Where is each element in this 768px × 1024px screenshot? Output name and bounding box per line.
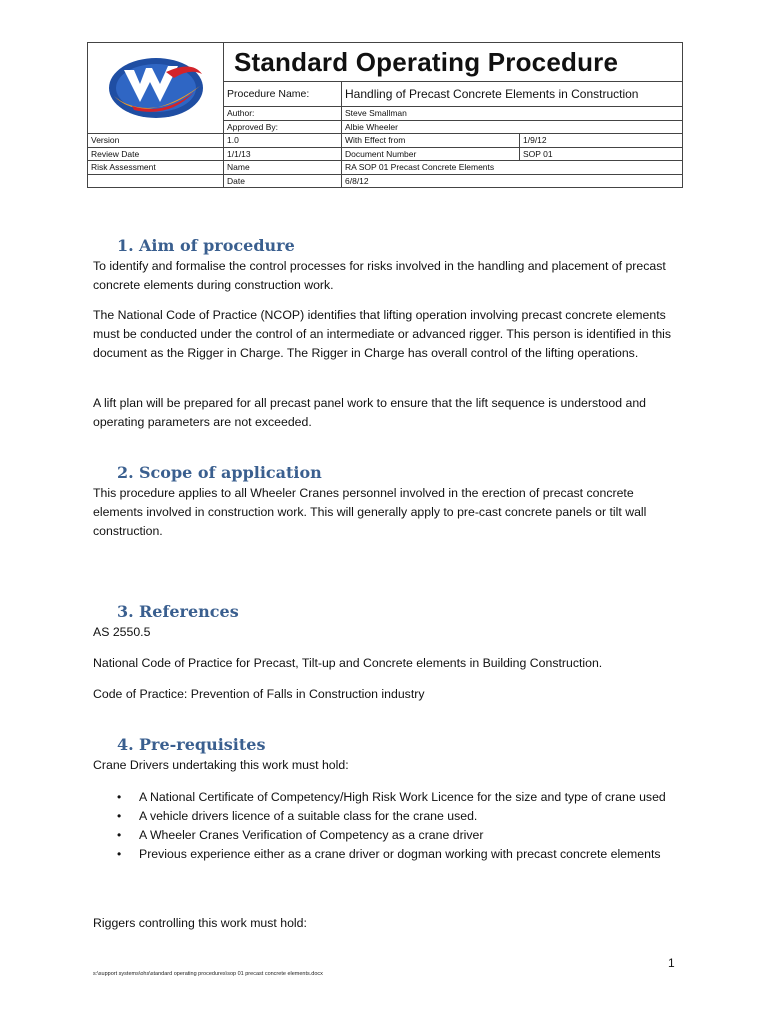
paragraph: Crane Drivers undertaking this work must hold: — [93, 758, 349, 772]
section-title: Scope of application — [139, 463, 322, 482]
paragraph: To identify and formalise the control processes for risks involved in the handling and placement of precast concrete elements during construction work. — [93, 259, 666, 292]
list-item — [93, 807, 673, 826]
version-label: Version — [88, 134, 224, 148]
bullet-icon: • — [117, 828, 122, 842]
reference-item: AS 2550.5 — [93, 625, 151, 639]
list-item-text: A National Certificate of Competency/High Risk Work Licence for the size and type of crane used — [139, 790, 666, 804]
section-number: 2. — [117, 463, 134, 482]
list-item — [93, 826, 673, 845]
section-title: Aim of procedure — [139, 236, 295, 255]
document-number-label: Document Number — [342, 147, 520, 161]
list-item — [93, 788, 673, 807]
footer-file-path: s:\support systems\ohs\standard operating procedures\sop 01 precast concrete elements.docx — [93, 971, 323, 977]
version-value: 1.0 — [224, 134, 342, 148]
procedure-name-value: Handling of Precast Concrete Elements in Construction — [342, 82, 683, 107]
review-date-label: Review Date — [88, 147, 224, 161]
bullet-icon: • — [117, 809, 122, 823]
author-value: Steve Smallman — [342, 107, 683, 121]
procedure-name-label: Procedure Name: — [224, 82, 342, 107]
list-item — [93, 845, 673, 864]
page-number: 1 — [668, 956, 675, 970]
company-logo-cell — [88, 43, 224, 134]
author-label: Author: — [224, 107, 342, 121]
reference-item: Code of Practice: Prevention of Falls in Construction industry — [93, 687, 425, 701]
bullet-icon: • — [117, 847, 122, 861]
review-date-value: 1/1/13 — [224, 147, 342, 161]
list-item-text: Previous experience either as a crane driver or dogman working with precast concrete elements — [139, 847, 661, 861]
paragraph: A lift plan will be prepared for all precast panel work to ensure that the lift sequence is understood and operating parameters are not exceeded. — [93, 396, 647, 429]
empty-cell — [88, 174, 224, 188]
section-title: Pre-requisites — [139, 735, 266, 754]
section-number: 1. — [117, 236, 134, 255]
effect-from-label: With Effect from — [342, 134, 520, 148]
approved-by-label: Approved By: — [224, 120, 342, 134]
section-heading-aim — [117, 236, 295, 255]
risk-assessment-label: Risk Assessment — [88, 161, 224, 175]
approved-by-value: Albie Wheeler — [342, 120, 683, 134]
header-table — [87, 42, 683, 188]
paragraph: Riggers controlling this work must hold: — [93, 916, 307, 930]
prerequisites-list — [93, 788, 673, 864]
reference-item: National Code of Practice for Precast, Tilt-up and Concrete elements in Building Construction. — [93, 656, 603, 670]
section-heading-references — [117, 602, 239, 621]
bullet-icon: • — [117, 790, 122, 804]
paragraph: The National Code of Practice (NCOP) identifies that lifting operation involving precast concrete elements must be conducted under the control of an intermediate or advanced rigger. This person is identified in this document as the Rigger in Charge. The Rigger in Charge has overall control of the lifting operations. — [93, 308, 672, 360]
date-value: 6/8/12 — [342, 174, 683, 188]
list-item-text: A vehicle drivers licence of a suitable class for the crane used. — [139, 809, 478, 823]
section-number: 3. — [117, 602, 134, 621]
section-heading-prerequisites — [117, 735, 265, 754]
section-title: References — [139, 602, 239, 621]
section-heading-scope — [117, 463, 322, 482]
section-number: 4. — [117, 735, 134, 754]
date-label: Date — [224, 174, 342, 188]
name-label: Name — [224, 161, 342, 175]
wheeler-cranes-logo — [104, 52, 208, 122]
list-item-text: A Wheeler Cranes Verification of Competency as a crane driver — [139, 828, 484, 842]
document-number-value: SOP 01 — [520, 147, 683, 161]
effect-from-value: 1/9/12 — [520, 134, 683, 148]
page-title: Standard Operating Procedure — [224, 43, 683, 82]
name-value: RA SOP 01 Precast Concrete Elements — [342, 161, 683, 175]
paragraph: This procedure applies to all Wheeler Cranes personnel involved in the erection of precast concrete elements involved in construction work. This will generally apply to pre-cast concrete panels or tilt wall construction. — [93, 486, 647, 538]
